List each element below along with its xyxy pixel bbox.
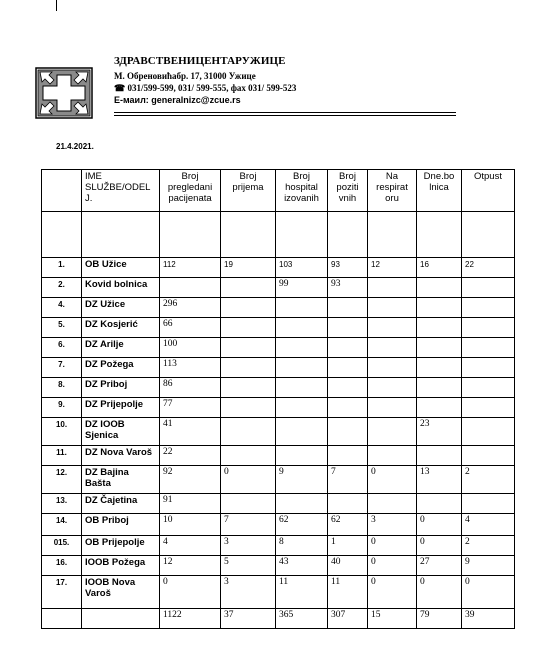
text-cursor	[56, 0, 57, 11]
row-value-cell	[276, 494, 328, 514]
row-number	[42, 609, 82, 629]
row-value-cell: 0	[160, 576, 221, 609]
row-value-cell: 22	[160, 446, 221, 466]
row-value-cell: 3	[368, 514, 417, 536]
table-row	[42, 418, 515, 446]
row-value-cell	[417, 446, 462, 466]
report-table	[41, 169, 515, 629]
row-value-cell: 15	[368, 609, 417, 629]
row-value-cell: 0	[368, 536, 417, 556]
row-value-cell	[417, 358, 462, 378]
table-total-row	[42, 609, 515, 629]
row-unit-name: OB Užice	[82, 258, 160, 278]
row-number: 8.	[42, 378, 82, 398]
header-cell-respirator: Na respirat oru	[368, 170, 417, 212]
row-value-cell: 2	[462, 466, 515, 494]
row-value-cell	[417, 212, 462, 258]
row-value-cell: 41	[160, 418, 221, 446]
row-value-cell	[221, 418, 276, 446]
row-value-cell	[368, 358, 417, 378]
row-value-cell	[417, 278, 462, 298]
row-value-cell	[276, 298, 328, 318]
row-value-cell	[328, 418, 368, 446]
row-value-cell: 19	[221, 258, 276, 278]
row-value-cell	[221, 494, 276, 514]
row-number: 12.	[42, 466, 82, 494]
row-unit-name: DZ Priboj	[82, 378, 160, 398]
row-value-cell	[328, 212, 368, 258]
row-value-cell	[276, 358, 328, 378]
header-cell-day-hospital: Dne.bo lnica	[417, 170, 462, 212]
row-number: 16.	[42, 556, 82, 576]
row-value-cell: 92	[160, 466, 221, 494]
row-value-cell: 9	[462, 556, 515, 576]
row-value-cell	[368, 212, 417, 258]
row-unit-name: DZ Čajetina	[82, 494, 160, 514]
row-value-cell	[221, 358, 276, 378]
row-value-cell: 0	[368, 576, 417, 609]
row-value-cell: 12	[368, 258, 417, 278]
row-number: 015.	[42, 536, 82, 556]
row-number: 1.	[42, 258, 82, 278]
row-number: 6.	[42, 338, 82, 358]
row-value-cell: 7	[221, 514, 276, 536]
row-value-cell	[417, 494, 462, 514]
row-value-cell	[328, 378, 368, 398]
header-cell-hospitalized: Broj hospital izovanih	[276, 170, 328, 212]
row-value-cell: 66	[160, 318, 221, 338]
table-row	[42, 514, 515, 536]
row-value-cell	[221, 338, 276, 358]
row-value-cell: 16	[417, 258, 462, 278]
row-value-cell: 3	[221, 536, 276, 556]
row-value-cell	[221, 446, 276, 466]
row-value-cell: 11	[328, 576, 368, 609]
row-unit-name: DZ Požega	[82, 358, 160, 378]
row-value-cell: 91	[160, 494, 221, 514]
row-value-cell	[276, 398, 328, 418]
row-value-cell: 0	[221, 466, 276, 494]
org-name: ЗДРАВСТВЕНИЦЕНТАРУЖИЦЕ	[114, 55, 286, 67]
row-value-cell	[462, 418, 515, 446]
row-value-cell	[462, 398, 515, 418]
row-number: 4.	[42, 298, 82, 318]
row-value-cell	[368, 378, 417, 398]
row-value-cell	[368, 418, 417, 446]
table-header-row	[42, 170, 515, 212]
header-cell-examined: Broj pregledani pacijenata	[160, 170, 221, 212]
row-value-cell: 112	[160, 258, 221, 278]
row-value-cell	[462, 212, 515, 258]
row-unit-name: DZ Nova Varoš	[82, 446, 160, 466]
row-value-cell	[328, 298, 368, 318]
row-value-cell	[276, 318, 328, 338]
row-value-cell: 22	[462, 258, 515, 278]
row-value-cell	[276, 378, 328, 398]
row-value-cell	[276, 338, 328, 358]
row-value-cell: 27	[417, 556, 462, 576]
row-value-cell: 93	[328, 278, 368, 298]
table-row	[42, 494, 515, 514]
row-value-cell: 43	[276, 556, 328, 576]
row-unit-name: IOOB Požega	[82, 556, 160, 576]
row-value-cell	[328, 398, 368, 418]
row-value-cell: 365	[276, 609, 328, 629]
row-value-cell	[368, 298, 417, 318]
row-value-cell: 3	[221, 576, 276, 609]
org-info	[114, 55, 464, 106]
row-value-cell: 39	[462, 609, 515, 629]
table-row	[42, 318, 515, 338]
row-number: 10.	[42, 418, 82, 446]
table-row	[42, 278, 515, 298]
table-row	[42, 298, 515, 318]
row-value-cell: 4	[160, 536, 221, 556]
row-value-cell	[462, 338, 515, 358]
row-unit-name: IOOB Nova Varoš	[82, 576, 160, 609]
header-rule	[114, 115, 456, 116]
health-center-logo	[35, 67, 93, 119]
table-row	[42, 358, 515, 378]
row-value-cell	[160, 212, 221, 258]
row-value-cell	[328, 318, 368, 338]
table-row	[42, 536, 515, 556]
row-number: 13.	[42, 494, 82, 514]
row-value-cell: 7	[328, 466, 368, 494]
row-unit-name: OB Priboj	[82, 514, 160, 536]
row-number: 11.	[42, 446, 82, 466]
row-unit-name: DZ Užice	[82, 298, 160, 318]
row-number: 17.	[42, 576, 82, 609]
row-value-cell: 86	[160, 378, 221, 398]
row-value-cell	[462, 278, 515, 298]
row-value-cell	[462, 378, 515, 398]
row-value-cell	[368, 494, 417, 514]
row-value-cell: 79	[417, 609, 462, 629]
row-value-cell	[276, 418, 328, 446]
org-email: Е-маил: generalnizc@zcue.rs	[114, 95, 241, 105]
row-number: 2.	[42, 278, 82, 298]
row-value-cell: 113	[160, 358, 221, 378]
row-value-cell: 8	[276, 536, 328, 556]
row-value-cell: 4	[462, 514, 515, 536]
row-unit-name: DZ Kosjerić	[82, 318, 160, 338]
row-value-cell: 0	[417, 536, 462, 556]
row-value-cell	[417, 398, 462, 418]
row-unit-name: DZ Prijepolje	[82, 398, 160, 418]
row-value-cell: 93	[328, 258, 368, 278]
row-value-cell: 62	[328, 514, 368, 536]
row-value-cell	[221, 378, 276, 398]
header-cell-index	[42, 170, 82, 212]
table-row	[42, 576, 515, 609]
table-row	[42, 212, 515, 258]
row-value-cell: 307	[328, 609, 368, 629]
row-number: 7.	[42, 358, 82, 378]
header-rule	[114, 112, 456, 113]
table-row	[42, 398, 515, 418]
row-value-cell	[221, 398, 276, 418]
row-value-cell: 0	[368, 556, 417, 576]
row-value-cell: 13	[417, 466, 462, 494]
table-row	[42, 466, 515, 494]
row-value-cell	[368, 278, 417, 298]
row-value-cell	[328, 494, 368, 514]
row-value-cell	[462, 298, 515, 318]
letterhead	[35, 55, 455, 115]
table-row	[42, 258, 515, 278]
org-phone: ☎ 031/599-599, 031/ 599-555, фах 031/ 599-523	[114, 83, 297, 93]
row-value-cell: 1	[328, 536, 368, 556]
row-value-cell: 77	[160, 398, 221, 418]
table-row	[42, 446, 515, 466]
row-value-cell	[368, 338, 417, 358]
row-unit-name	[82, 609, 160, 629]
row-value-cell	[328, 338, 368, 358]
row-value-cell	[417, 338, 462, 358]
header-cell-admissions: Broj prijema	[221, 170, 276, 212]
row-value-cell: 12	[160, 556, 221, 576]
row-value-cell: 99	[276, 278, 328, 298]
row-value-cell	[417, 318, 462, 338]
row-value-cell	[368, 446, 417, 466]
header-cell-positive: Broj poziti vnih	[328, 170, 368, 212]
report-date: 21.4.2021.	[56, 142, 94, 151]
table-row	[42, 338, 515, 358]
row-value-cell: 10	[160, 514, 221, 536]
row-value-cell: 2	[462, 536, 515, 556]
header-cell-name: IME SLUŽBE/ODEL J.	[82, 170, 160, 212]
row-value-cell: 5	[221, 556, 276, 576]
row-unit-name: DZ IOOB Sjenica	[82, 418, 160, 446]
row-value-cell	[221, 278, 276, 298]
row-value-cell: 296	[160, 298, 221, 318]
row-number: 5.	[42, 318, 82, 338]
row-value-cell	[462, 494, 515, 514]
row-value-cell: 37	[221, 609, 276, 629]
row-value-cell: 0	[417, 576, 462, 609]
row-value-cell: 1122	[160, 609, 221, 629]
row-value-cell: 9	[276, 466, 328, 494]
row-unit-name: DZ Arilje	[82, 338, 160, 358]
row-value-cell	[328, 358, 368, 378]
row-value-cell	[462, 318, 515, 338]
row-value-cell	[328, 446, 368, 466]
row-value-cell	[160, 278, 221, 298]
row-unit-name: Kovid bolnica	[82, 278, 160, 298]
row-value-cell: 62	[276, 514, 328, 536]
row-value-cell: 103	[276, 258, 328, 278]
row-value-cell	[417, 298, 462, 318]
row-value-cell	[417, 378, 462, 398]
row-value-cell	[276, 212, 328, 258]
row-value-cell: 0	[368, 466, 417, 494]
row-value-cell: 0	[417, 514, 462, 536]
table-row	[42, 378, 515, 398]
row-unit-name	[82, 212, 160, 258]
header-cell-discharge: Otpust	[462, 170, 515, 212]
row-value-cell	[462, 446, 515, 466]
row-value-cell	[276, 446, 328, 466]
row-number: 9.	[42, 398, 82, 418]
row-value-cell	[368, 318, 417, 338]
row-value-cell: 11	[276, 576, 328, 609]
row-value-cell: 40	[328, 556, 368, 576]
row-number	[42, 212, 82, 258]
row-value-cell	[368, 398, 417, 418]
row-value-cell: 23	[417, 418, 462, 446]
row-number: 14.	[42, 514, 82, 536]
row-value-cell	[221, 318, 276, 338]
row-value-cell: 0	[462, 576, 515, 609]
row-value-cell	[221, 298, 276, 318]
row-value-cell: 100	[160, 338, 221, 358]
row-unit-name: DZ Bajina Bašta	[82, 466, 160, 494]
row-unit-name: OB Prijepolje	[82, 536, 160, 556]
table-row	[42, 556, 515, 576]
row-value-cell	[221, 212, 276, 258]
row-value-cell	[462, 358, 515, 378]
org-address: М. Обреновићабр. 17, 31000 Ужице	[114, 71, 256, 81]
